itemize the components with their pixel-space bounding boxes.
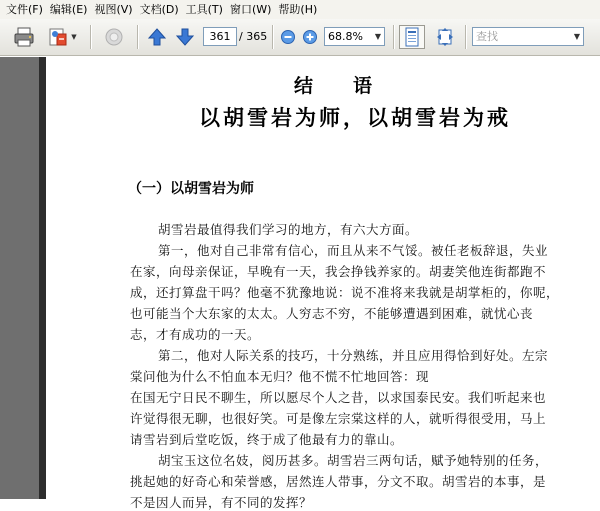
menu-window[interactable]: 窗口(W) [229,3,272,16]
section-heading: （一）以胡雪岩为师 [128,181,254,197]
text-line: 在国无宁日民不聊生，所以愿尽个人之昔，以求国泰民安。我们听起来也 [130,390,547,405]
menu-edit[interactable]: 编辑(E) [49,3,88,16]
menu-tools[interactable]: 工具(T) [185,3,223,16]
text-line: 也可能当个大东家的太太。人穷志不穷，不能够遭遇到困难，就忧心丧 [130,306,534,321]
text-line: 胡宝玉这位名妓，阅历甚多。胡雪岩三两句话，赋予她特别的任务， [158,453,549,468]
text-line: 不是因人而异，有不同的发挥？ [130,495,313,510]
menu-document[interactable]: 文档(D) [139,3,179,16]
menu-view[interactable]: 视图(V) [94,3,133,16]
text-line: 许觉得很无聊，也很好笑。可是像左宗棠这样的人，就听得很受用，马上 [130,411,547,426]
text-line: 棠问他为什么不怕血本无归？他不慌不忙地回答：现 [130,369,430,384]
find-dropdown-icon[interactable]: ▼ [573,32,581,41]
zoom-out-icon [280,29,296,45]
toolbar [0,19,600,56]
previous-page-icon [147,27,167,47]
fit-page-button[interactable] [399,25,425,49]
navigation-pane[interactable] [0,57,39,499]
text-line: 成，还打算盘干吗？他毫不犹豫地说：说不准将来我就是胡掌柜的，你呢， [130,285,560,300]
text-line: 在家，向母亲保证，早晚有一天，我会挣钱养家的。胡妻笑他连街都跑不 [130,264,547,279]
fit-page-icon [403,27,421,47]
pane-divider[interactable] [39,57,46,499]
fit-width-button[interactable] [432,25,458,49]
zoom-in-icon [302,29,318,45]
next-page-button[interactable] [173,25,197,49]
text-line: 志，才有成功的一天。 [130,327,261,342]
chapter-title: 结语 [293,75,412,97]
zoom-in-button[interactable] [301,25,319,49]
text-line: 请雪岩到后堂吃饭，终于成了他最有力的靠山。 [130,432,404,447]
page-number-input[interactable]: 361 [203,27,237,46]
print-icon [13,26,35,48]
text-line: 挑起她的好奇心和荣誉感，居然连人带事，分文不取。胡雪岩的本事，是 [130,474,547,489]
toolbar-separator [465,25,467,49]
fit-width-icon [435,27,455,47]
text-line: 第二，他对人际关系的技巧，十分熟练，并且应用得恰到好处。左宗 [158,348,549,363]
collaborate-icon [103,26,125,48]
print-button[interactable] [10,25,38,49]
document-page [46,57,600,510]
zoom-out-button[interactable] [279,25,297,49]
document-title: 以胡雪岩为师，以胡雪岩为戒 [199,105,511,130]
create-pdf-button[interactable] [44,25,80,49]
collaborate-button[interactable] [100,25,128,49]
create-pdf-dropdown-icon: ▼ [71,33,77,41]
page-total-label: / 365 [239,30,268,43]
text-line: 第一，他对自己非常有信心，而且从来不气馁。被任老板辞退，失业 [158,243,549,258]
zoom-input[interactable]: 68.8% [324,27,385,46]
find-input[interactable]: 查找 [472,27,584,46]
toolbar-separator [90,25,92,49]
toolbar-separator [393,25,395,49]
menu-help[interactable]: 帮助(H) [278,3,318,16]
create-pdf-icon [47,26,69,48]
zoom-dropdown-icon[interactable]: ▼ [374,32,382,41]
text-line: 胡雪岩最值得我们学习的地方，有六大方面。 [158,222,419,237]
menu-file[interactable]: 文件(F) [6,3,43,16]
previous-page-button[interactable] [145,25,169,49]
toolbar-separator [272,25,274,49]
next-page-icon [175,27,195,47]
toolbar-separator [137,25,139,49]
menu-bar [0,0,600,19]
